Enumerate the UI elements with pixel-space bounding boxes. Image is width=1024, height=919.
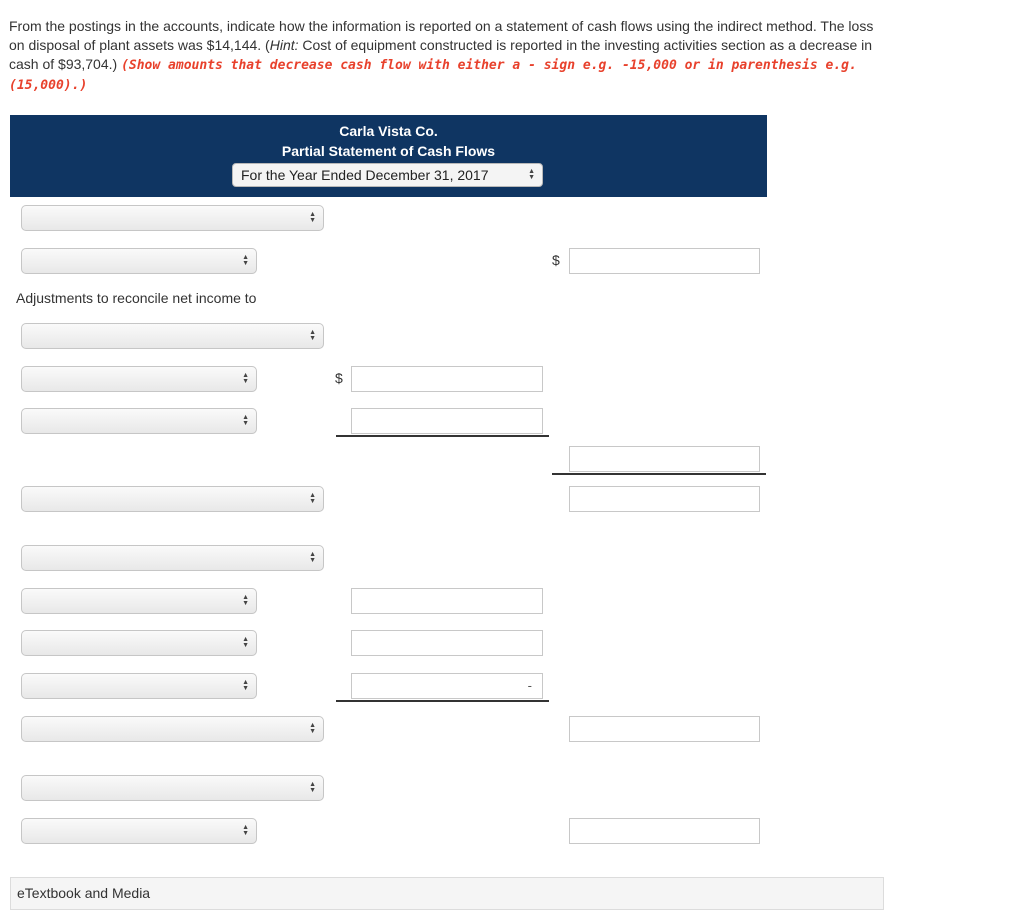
adjustments-label: Adjustments to reconcile net income to (16, 290, 257, 306)
line-item-select-investing-2[interactable] (21, 630, 257, 656)
updown-icon: ▲ ▼ (242, 636, 249, 649)
subtotal-rule-investing (336, 700, 549, 702)
company-name: Carla Vista Co. (339, 123, 438, 139)
line-item-select-adjustment-1[interactable] (21, 366, 257, 392)
updown-icon: ▲ ▼ (309, 492, 316, 505)
adjustments-heading-select[interactable] (21, 323, 324, 349)
statement-title: Partial Statement of Cash Flows (281, 143, 496, 159)
section-select-financing[interactable] (21, 775, 324, 801)
subtotal-rule (336, 435, 549, 437)
amount-input-adjustment-1[interactable] (351, 366, 543, 392)
amount-input-investing-1[interactable] (351, 588, 543, 614)
updown-icon: ▲ ▼ (309, 551, 316, 564)
updown-icon: ▲ ▼ (242, 372, 249, 385)
line-item-select-investing-3[interactable] (21, 673, 257, 699)
updown-icon: ▲ ▼ (242, 679, 249, 692)
total-select-investing[interactable] (21, 716, 324, 742)
total-select-operating[interactable] (21, 486, 324, 512)
etextbook-media-link[interactable]: eTextbook and Media (10, 877, 884, 910)
instructions (9, 17, 889, 95)
amount-input-net-operating[interactable] (569, 486, 760, 512)
updown-icon: ▲ ▼ (242, 594, 249, 607)
line-item-select-financing-1[interactable] (21, 818, 257, 844)
amount-input-investing-2[interactable] (351, 630, 543, 656)
updown-icon: ▲ ▼ (528, 168, 535, 181)
updown-icon: ▲ ▼ (242, 824, 249, 837)
hint-text: Cost of equipment constructed is reported in the investing activities section as a decrease in cash of $93,704.) (9, 37, 873, 72)
line-item-select-investing-1[interactable] (21, 588, 257, 614)
total-rule (552, 473, 766, 475)
line-item-select-net-income[interactable] (21, 248, 257, 274)
updown-icon: ▲ ▼ (242, 254, 249, 267)
instructions-note: (Show amounts that decrease cash flow with either a - sign e.g. -15,000 or in parenthesis e.g. (15,000).) (9, 58, 857, 93)
amount-input-net-income[interactable] (569, 248, 760, 274)
line-item-select-adjustment-2[interactable] (21, 408, 257, 434)
dash-mark: - (527, 678, 532, 693)
instructions-text: From the postings in the accounts, indicate how the information is reported on a statement of cash flows using the indirect method. The loss on disposal of plant assets was $14,144. ( (9, 18, 874, 53)
dollar-sign: $ (335, 370, 343, 386)
amount-input-financing-1[interactable] (569, 818, 760, 844)
amount-input-investing-3[interactable] (351, 673, 543, 699)
updown-icon: ▲ ▼ (242, 414, 249, 427)
period-select-value: For the Year Ended December 31, 2017 (241, 167, 489, 183)
amount-input-total-adjustments[interactable] (569, 446, 760, 472)
dollar-sign: $ (552, 252, 560, 268)
amount-input-net-investing[interactable] (569, 716, 760, 742)
section-select-investing[interactable] (21, 545, 324, 571)
hint-label: Hint: (269, 37, 299, 53)
updown-icon: ▲ ▼ (309, 781, 316, 794)
amount-input-adjustment-2[interactable] (351, 408, 543, 434)
updown-icon: ▲ ▼ (309, 211, 316, 224)
section-select-operating[interactable] (21, 205, 324, 231)
updown-icon: ▲ ▼ (309, 329, 316, 342)
period-select[interactable] (232, 163, 543, 187)
updown-icon: ▲ ▼ (309, 722, 316, 735)
